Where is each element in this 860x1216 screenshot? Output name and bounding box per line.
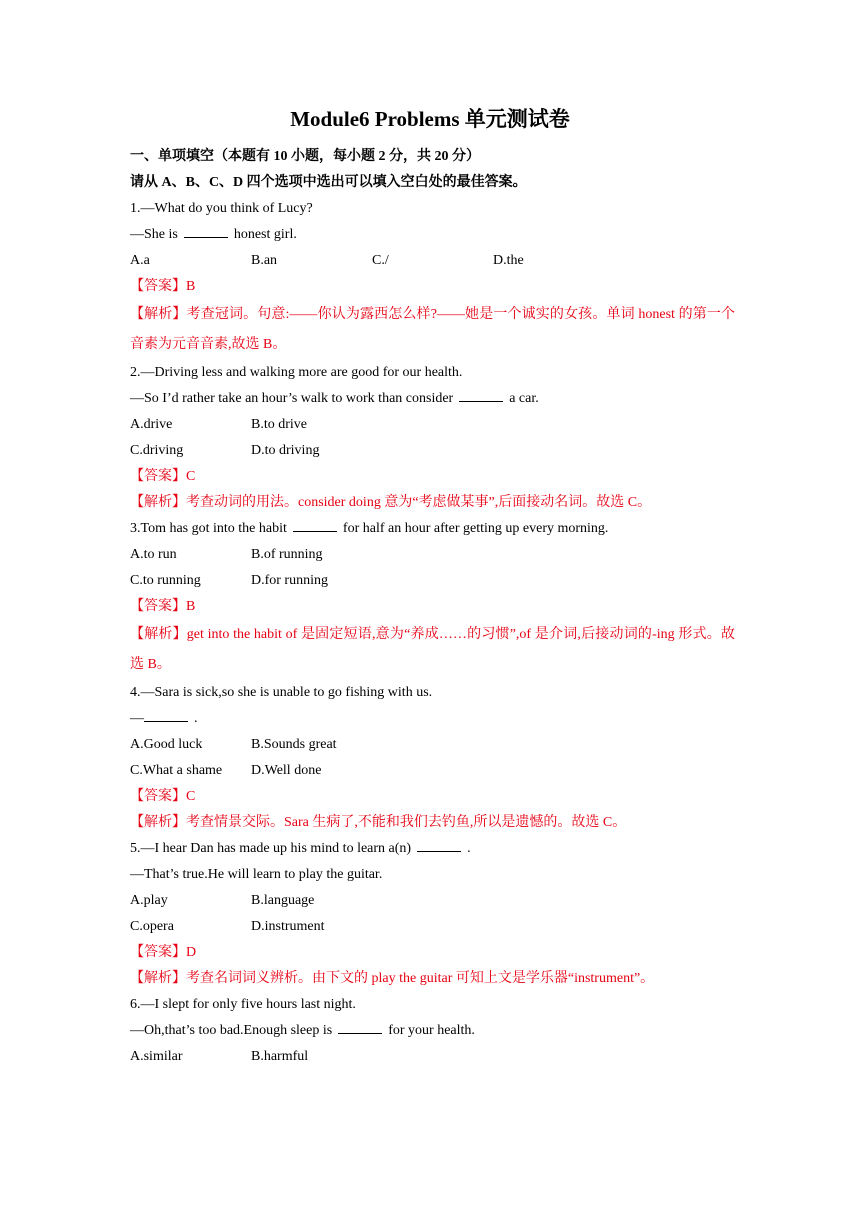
answer-line: 【答案】C [130,469,196,484]
question-dialogue: —So I’d rather take an hour’s walk to work than consider a car. [130,386,735,412]
question-6 [130,992,735,1070]
option-a: A.to run [130,547,177,562]
options-row [130,914,735,940]
answer-line: 【答案】B [130,599,196,614]
answer-blank [144,707,188,722]
options-row [130,758,735,784]
question-text: 6.—I slept for only five hours last night. [130,997,356,1012]
analysis-text: 【解析】考查动词的用法。consider doing 意为“考虑做某事”,后面接动名词。故选 C。 [130,495,652,510]
answer-blank [459,387,503,402]
answer-line: 【答案】D [130,945,197,960]
option-a: A.Good luck [130,737,203,752]
option-a: A.play [130,893,168,908]
option-b: B.harmful [251,1049,309,1064]
option-c: C./ [372,253,389,268]
option-b: B.to drive [251,417,307,432]
options-row [130,542,735,568]
options-row [130,732,735,758]
option-a: A.drive [130,417,173,432]
question-dialogue: — . [130,706,735,732]
section-heading: 一、单项填空（本题有 10 小题，每小题 2 分，共 20 分） [130,149,480,164]
option-d: D.the [493,253,524,268]
answer-blank [293,517,337,532]
option-a: A.a [130,253,150,268]
options-row [130,888,735,914]
option-d: D.to driving [251,443,320,458]
analysis-text: 【解析】考查冠词。句意:——你认为露西怎么样?——她是一个诚实的女孩。单词 honest 的第一个音素为元音音素,故选 B。 [130,307,735,352]
question-3 [130,516,735,680]
question-text: 4.—Sara is sick,so she is unable to go fishing with us. [130,685,433,700]
answer-blank [338,1019,382,1034]
section-instruction: 请从 A、B、C、D 四个选项中选出可以填入空白处的最佳答案。 [130,175,527,190]
answer-line: 【答案】B [130,279,196,294]
answer-blank [417,837,461,852]
options-row [130,438,735,464]
analysis-text: 【解析】考查情景交际。Sara 生病了,不能和我们去钓鱼,所以是遗憾的。故选 C。 [130,815,627,830]
question-text: 3.Tom has got into the habit for half an hour after getting up every morning. [130,516,735,542]
option-b: B.an [251,253,278,268]
option-b: B.Sounds great [251,737,337,752]
question-dialogue: —She is honest girl. [130,222,735,248]
option-b: B.of running [251,547,323,562]
question-text: 2.—Driving less and walking more are good for our health. [130,365,463,380]
page-title: Module6 Problems 单元测试卷 [290,107,570,131]
question-2 [130,360,735,516]
option-c: C.What a shame [130,763,223,778]
option-c: C.driving [130,443,184,458]
question-text: 5.—I hear Dan has made up his mind to learn a(n) . [130,836,735,862]
options-row [130,412,735,438]
option-c: C.opera [130,919,174,934]
answer-line: 【答案】C [130,789,196,804]
question-dialogue: —Oh,that’s too bad.Enough sleep is for your health. [130,1018,735,1044]
question-text: 1.—What do you think of Lucy? [130,201,313,216]
answer-blank [184,223,228,238]
option-a: A.similar [130,1049,183,1064]
question-1 [130,196,735,360]
options-row [130,1044,735,1070]
document-body [130,144,735,1070]
option-d: D.Well done [251,763,322,778]
analysis-text: 【解析】考查名词词义辨析。由下文的 play the guitar 可知上文是学乐器“instrument”。 [130,971,655,986]
question-5 [130,836,735,992]
option-c: C.to running [130,573,201,588]
analysis-text: 【解析】get into the habit of 是固定短语,意为“养成……的习惯”,of 是介词,后接动词的-ing 形式。故选 B。 [130,627,735,672]
option-b: B.language [251,893,315,908]
options-row [130,248,735,274]
question-4 [130,680,735,836]
option-d: D.for running [251,573,328,588]
options-row [130,568,735,594]
question-dialogue: —That’s true.He will learn to play the guitar. [130,867,383,882]
option-d: D.instrument [251,919,325,934]
